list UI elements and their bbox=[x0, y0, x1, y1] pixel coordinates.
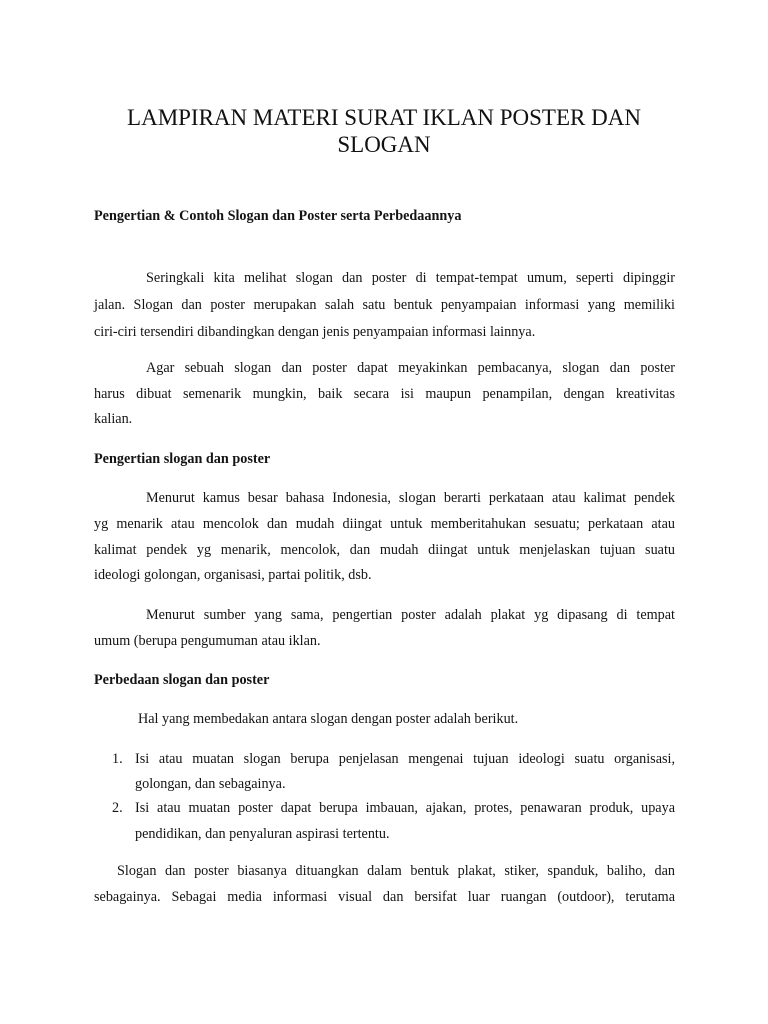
paragraph-line: kalian. bbox=[94, 411, 133, 427]
list-item-number: 1. bbox=[112, 751, 123, 767]
paragraph-line: Menurut sumber yang sama, pengertian poster adalah plakat yg dipasang di tempat bbox=[146, 607, 675, 623]
list-item-line: Isi atau muatan poster dapat berupa imbauan, ajakan, protes, penawaran produk, upaya bbox=[135, 800, 675, 816]
list-item-line: pendidikan, dan penyaluran aspirasi tertentu. bbox=[135, 826, 390, 842]
list-item-line: Isi atau muatan slogan berupa penjelasan mengenai tujuan ideologi suatu organisasi, bbox=[135, 751, 675, 767]
paragraph-line: umum (berupa pengumuman atau iklan. bbox=[94, 633, 321, 649]
paragraph-line: Slogan dan poster biasanya dituangkan dalam bentuk plakat, stiker, spanduk, baliho, dan bbox=[117, 863, 675, 879]
paragraph-line: Menurut kamus besar bahasa Indonesia, slogan berarti perkataan atau kalimat pendek bbox=[146, 490, 675, 506]
document-title-line-2: SLOGAN bbox=[337, 132, 431, 157]
paragraph-line: yg menarik atau mencolok dan mudah diingat untuk memberitahukan sesuatu; perkataan atau bbox=[94, 516, 675, 532]
list-item-line: golongan, dan sebagainya. bbox=[135, 776, 286, 792]
paragraph-line: Agar sebuah slogan dan poster dapat meyakinkan pembacanya, slogan dan poster bbox=[146, 360, 675, 376]
section-heading-perbedaan: Perbedaan slogan dan poster bbox=[94, 672, 270, 688]
paragraph-line: kalimat pendek yg menarik, mencolok, dan mudah diingat untuk menjelaskan tujuan suatu bbox=[94, 542, 675, 558]
document-title-line-1: LAMPIRAN MATERI SURAT IKLAN POSTER DAN bbox=[127, 105, 641, 130]
paragraph-differences-intro: Hal yang membedakan antara slogan dengan poster adalah berikut. bbox=[138, 711, 519, 727]
list-item-number: 2. bbox=[112, 800, 123, 816]
paragraph-line: sebagainya. Sebagai media informasi visual dan bersifat luar ruangan (outdoor), terutama bbox=[94, 889, 675, 905]
paragraph-line: Seringkali kita melihat slogan dan poster di tempat-tempat umum, seperti dipinggir bbox=[146, 270, 675, 286]
paragraph-line: ciri-ciri tersendiri dibandingkan dengan jenis penyampaian informasi lainnya. bbox=[94, 324, 536, 340]
main-heading: Pengertian & Contoh Slogan dan Poster serta Perbedaannya bbox=[94, 208, 462, 224]
paragraph-line: harus dibuat semenarik mungkin, baik secara isi maupun penampilan, dengan kreativitas bbox=[94, 386, 675, 402]
paragraph-line: jalan. Slogan dan poster merupakan salah satu bentuk penyampaian informasi yang memiliki bbox=[94, 297, 675, 313]
paragraph-line: ideologi golongan, organisasi, partai politik, dsb. bbox=[94, 567, 372, 583]
section-heading-pengertian: Pengertian slogan dan poster bbox=[94, 451, 271, 467]
